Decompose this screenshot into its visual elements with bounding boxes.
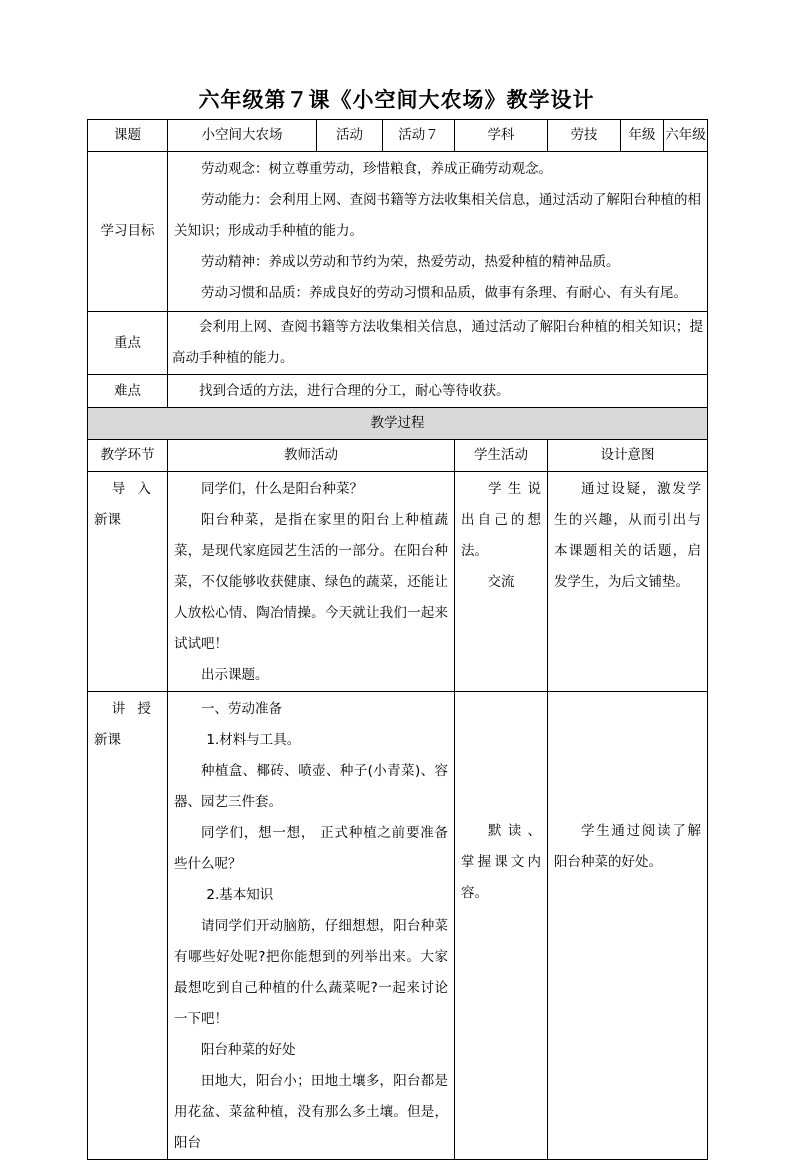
teacher-paragraph: 阳台种菜，是指在家里的阳台上种植蔬菜，是现代家庭园艺生活的一部分。在阳台种菜，不仅能够收获健康、绿色的蔬菜，还能让人放松心情、陶冶情操。今天就让我们一起来试试吧！ bbox=[174, 512, 448, 652]
teacher-paragraph: 田地大，阳台小；田地土壤多，阳台都是用花盆、菜盆种植，没有那么多土壤。但是，阳台 bbox=[174, 1073, 448, 1151]
key-point-text bbox=[168, 312, 708, 375]
difficulty-label: 难点 bbox=[88, 375, 168, 408]
student-activity-teach bbox=[455, 692, 548, 1160]
teacher-activity-teach bbox=[168, 692, 455, 1160]
teacher-paragraph: 1.材料与工具。 bbox=[206, 732, 301, 748]
goal-item: 劳动能力：会利用上网、查阅书籍等方法收集相关信息，通过活动了解阳台种植的相关知识；形成动手种植的能力。 bbox=[174, 192, 701, 239]
teacher-activity-intro bbox=[168, 472, 455, 692]
stage-name-teach bbox=[88, 692, 168, 1160]
teacher-paragraph: 同学们，想一想， 正式种植之前要准备些什么呢？ bbox=[174, 825, 448, 872]
key-point-label: 重点 bbox=[88, 312, 168, 375]
col-intent: 设计意图 bbox=[548, 440, 708, 472]
goals-content bbox=[168, 152, 708, 312]
goal-item: 劳动习惯和品质：养成良好的劳动习惯和品质，做事有条理、有耐心、有头有尾。 bbox=[201, 285, 687, 301]
teacher-paragraph: 阳台种菜的好处 bbox=[201, 1042, 296, 1058]
lesson-plan-table bbox=[87, 119, 708, 1160]
stage-name-intro bbox=[88, 472, 168, 692]
info-key-grade bbox=[621, 120, 708, 152]
info-row bbox=[88, 120, 708, 152]
goals-row bbox=[88, 152, 708, 312]
student-paragraph: 默读、掌握课文内容。 bbox=[461, 823, 541, 901]
difficulty-row bbox=[88, 375, 708, 408]
info-key-grade-label: 年级 bbox=[621, 120, 664, 151]
info-key-topic: 课题 bbox=[88, 120, 168, 152]
intent-paragraph: 学生通过阅读了解阳台种菜的好处。 bbox=[554, 823, 701, 870]
key-point-paragraph: 会利用上网、查阅书籍等方法收集相关信息，通过活动了解阳台种植的相关知识；提高动手种植的能力。 bbox=[172, 319, 703, 366]
student-paragraph: 交流 bbox=[487, 574, 515, 590]
intent-intro bbox=[548, 472, 708, 692]
col-teacher: 教师活动 bbox=[168, 440, 455, 472]
goal-item: 劳动观念：树立尊重劳动，珍惜粮食，养成正确劳动观念。 bbox=[201, 161, 552, 177]
info-key-subject: 学科 bbox=[455, 120, 548, 152]
stage-name-line: 新课 bbox=[94, 732, 121, 748]
difficulty-paragraph: 找到合适的方法，进行合理的分工，耐心等待收获。 bbox=[199, 382, 510, 399]
student-activity-intro bbox=[455, 472, 548, 692]
stage-row-intro bbox=[88, 472, 708, 692]
goal-item: 劳动精神：养成以劳动和节约为荣，热爱劳动，热爱种植的精神品质。 bbox=[201, 254, 620, 270]
teacher-paragraph: 出示课题。 bbox=[201, 667, 269, 683]
info-value-subject: 劳技 bbox=[548, 120, 621, 152]
stage-name-line: 新课 bbox=[94, 512, 121, 528]
process-header-row bbox=[88, 408, 708, 440]
teacher-paragraph: 2.基本知识 bbox=[206, 887, 274, 903]
info-value-activity: 活动７ bbox=[383, 120, 455, 152]
stage-name-line: 导入 bbox=[111, 481, 163, 497]
info-value-topic: 小空间大农场 bbox=[168, 120, 317, 152]
page-title: 六年级第７课《小空间大农场》教学设计 bbox=[198, 88, 595, 112]
process-header: 教学过程 bbox=[88, 408, 708, 440]
column-header-row bbox=[88, 440, 708, 472]
info-value-grade: 六年级 bbox=[665, 127, 706, 143]
info-key-activity: 活动 bbox=[317, 120, 383, 152]
intent-paragraph: 通过设疑，激发学生的兴趣，从而引出与本课题相关的话题，启发学生，为后文铺垫。 bbox=[554, 481, 701, 590]
key-point-row bbox=[88, 312, 708, 375]
col-student: 学生活动 bbox=[455, 440, 548, 472]
col-stage: 教学环节 bbox=[88, 440, 168, 472]
teacher-paragraph: 同学们，什么是阳台种菜？ bbox=[201, 481, 363, 497]
student-paragraph: 学生说出自己的想法。 bbox=[461, 481, 541, 559]
teacher-paragraph: 种植盒、椰砖、喷壶、种子(小青菜)、容器、园艺三件套。 bbox=[174, 763, 448, 810]
intent-teach bbox=[548, 692, 708, 1160]
stage-name-line: 讲授 bbox=[111, 701, 163, 717]
goals-label: 学习目标 bbox=[88, 152, 168, 312]
teacher-paragraph: 一、劳动准备 bbox=[201, 701, 282, 717]
difficulty-text bbox=[168, 375, 708, 408]
stage-row-teach bbox=[88, 692, 708, 1160]
teacher-paragraph: 请同学们开动脑筋，仔细想想，阳台种菜有哪些好处呢?把你能想到的列举出来。大家最想吃到自己种植的什么蔬菜呢?一起来讨论一下吧！ bbox=[174, 918, 448, 1027]
